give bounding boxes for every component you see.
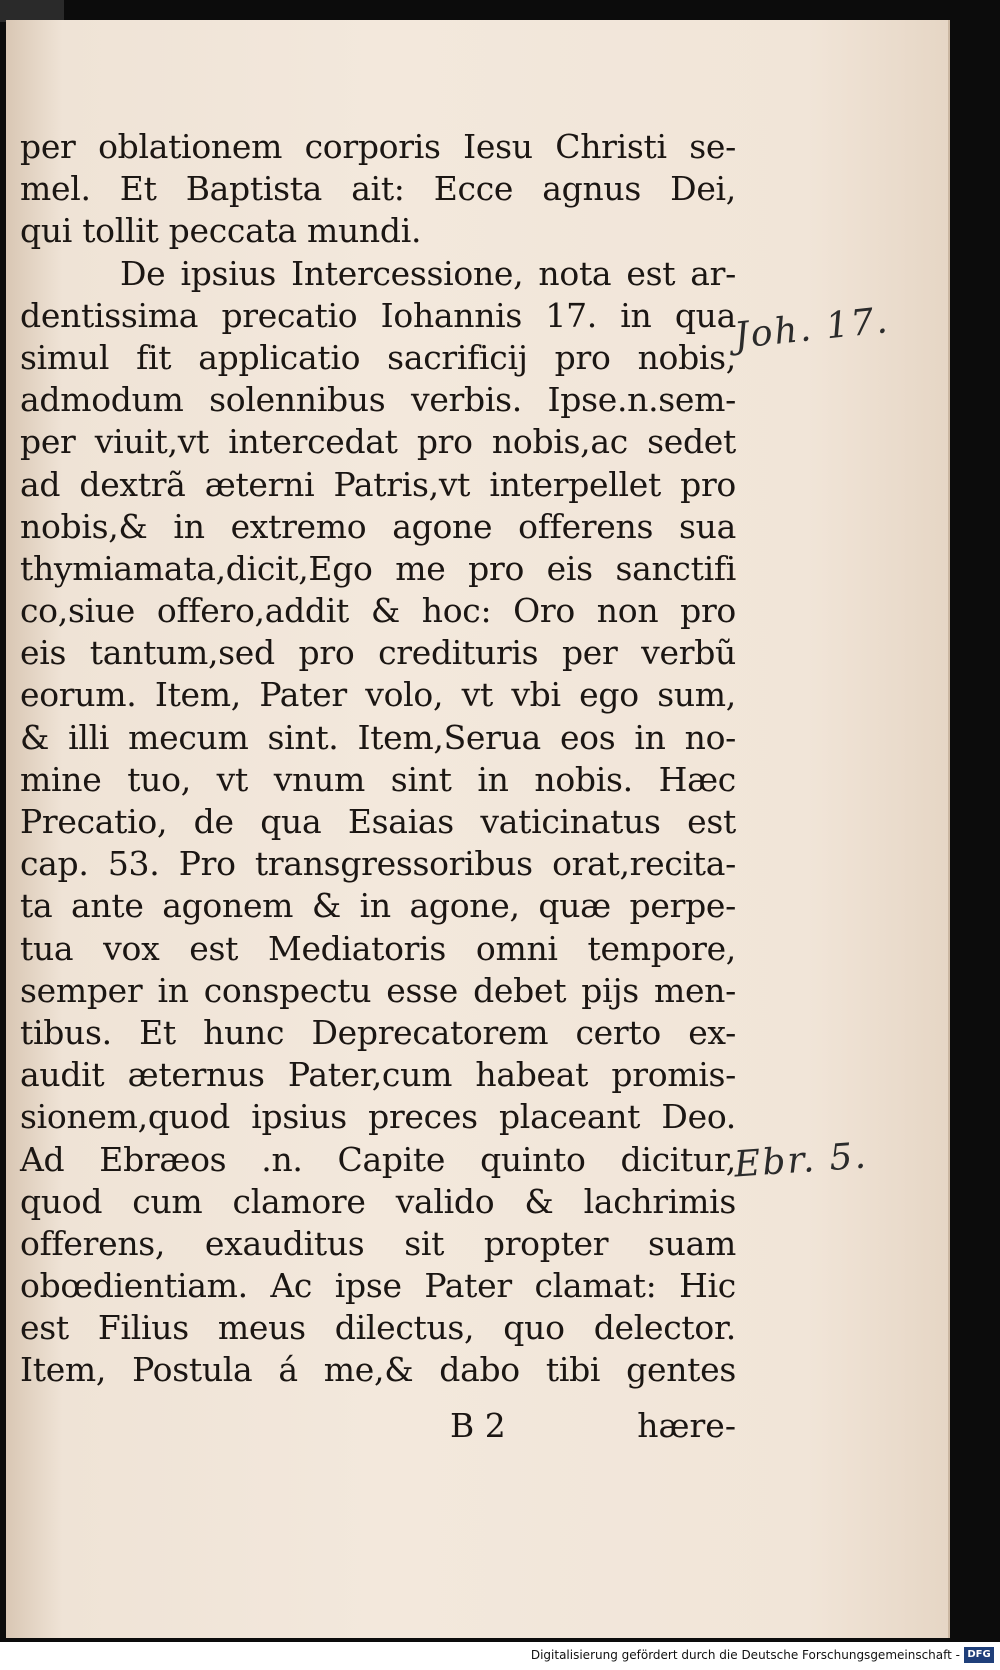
text-line: per oblationem corporis Iesu Christi se- [20,127,736,166]
text-line: nobis,& in extremo agone offerens sua [20,506,736,546]
margin-note-hebrews: Ebr. 5. [732,1135,870,1186]
text-line: De ipsius Intercessione, nota est ar- [120,253,736,293]
digitization-footer [0,1642,1000,1670]
text-line: audit æternus Pater,cum habeat promis- [20,1055,736,1095]
text-line: mine tuo, vt vnum sint in nobis. Hæc [20,759,736,799]
footer-credit: Digitalisierung gefördert durch die Deutsche Forschungsgemeinschaft - [530,1648,960,1662]
dfg-logo: DFG [964,1647,994,1663]
corner-tab [0,0,64,22]
text-line: sionem,quod ipsius preces placeant Deo. [20,1097,736,1137]
text-line: eorum. Item, Pater volo, vt vbi ego sum, [20,675,736,715]
text-line: ad dextrã æterni Patris,vt interpellet pro [20,464,736,504]
text-line: Ad Ebræos .n. Capite quinto dicitur, [20,1139,736,1179]
text-line: Item, Postula á me,& dabo tibi gentes [20,1350,736,1390]
catchword: hære- [637,1406,736,1445]
book-page [6,20,950,1638]
text-line: Precatio, de qua Esaias vaticinatus est [20,802,736,841]
text-line: per viuit,vt intercedat pro nobis,ac sedet [20,422,736,462]
text-line: est Filius meus dilectus, quo delector. [20,1308,736,1348]
text-line: semper in conspectu esse debet pijs men- [20,970,736,1010]
text-line: offerens, exauditus sit propter suam [20,1223,736,1263]
text-line: tua vox est Mediatoris omni tempore, [20,928,736,968]
text-line: mel. Et Baptista ait: Ecce agnus Dei, [20,169,736,209]
text-line: dentissima precatio Iohannis 17. in qua [20,295,736,335]
text-line: cap. 53. Pro transgressoribus orat,recita- [20,844,736,884]
text-line: admodum solennibus verbis. Ipse.n.sem- [20,380,736,420]
text-line: thymiamata,dicit,Ego me pro eis sanctifi [20,548,736,588]
text-line: qui tollit peccata mundi. [20,211,422,251]
text-line: simul fit applicatio sacrificij pro nobis, [20,337,736,377]
text-line: tibus. Et hunc Deprecatorem certo ex- [20,1012,736,1052]
text-line: obœdientiam. Ac ipse Pater clamat: Hic [20,1266,736,1306]
text-line: & illi mecum sint. Item,Serua eos in no- [20,717,736,757]
text-line: ta ante agonem & in agone, quæ perpe- [20,886,736,926]
margin-note-john: Joh. 17. [732,299,892,358]
text-line: quod cum clamore valido & lachrimis [20,1181,736,1221]
text-line: eis tantum,sed pro credituris per verbũ [20,633,736,673]
signature-mark: B 2 [450,1406,506,1445]
page-footer-line [20,1405,736,1447]
body-text [20,126,736,1392]
text-line: co,siue offero,addit & hoc: Oro non pro [20,591,736,631]
